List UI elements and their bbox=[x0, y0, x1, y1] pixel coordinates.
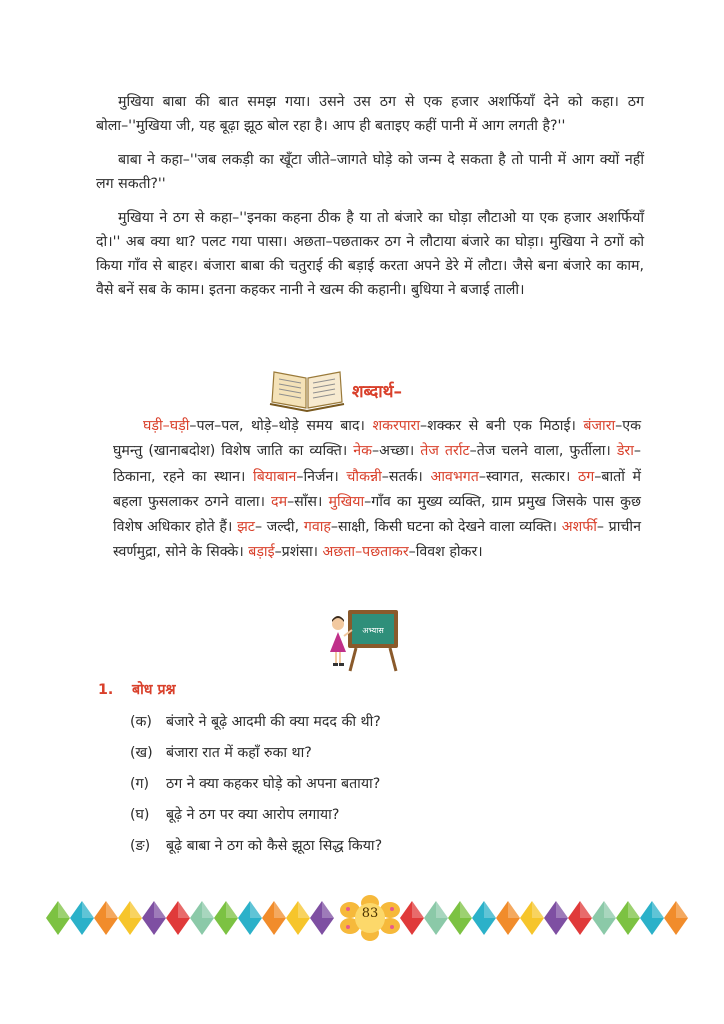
story-paragraph: बाबा ने कहा–''जब लकड़ी का खूँटा जीते–जागते घोड़े को जन्म दे सकता है तो पानी में आग क्यों नहीं लग सकती?'' bbox=[96, 152, 644, 192]
glossary-term: झट bbox=[237, 519, 255, 536]
border-diamond-highlight bbox=[460, 901, 472, 918]
open-book-icon bbox=[268, 368, 346, 412]
question-item bbox=[130, 706, 650, 737]
question-text: बूढ़े ने ठग पर क्या आरोप लगाया? bbox=[166, 807, 340, 823]
border-diamond-highlight bbox=[556, 901, 568, 918]
glossary-term: अशर्फी bbox=[561, 519, 597, 536]
glossary-term: नेक bbox=[353, 443, 373, 460]
border-diamond-highlight bbox=[412, 901, 424, 918]
story-text bbox=[96, 90, 644, 312]
glossary-definition: –प्रशंसा। bbox=[274, 544, 323, 561]
border-diamond-highlight bbox=[604, 901, 616, 918]
glossary-definition: –निर्जन। bbox=[296, 468, 347, 485]
question-label: (घ) bbox=[130, 807, 150, 823]
question-label: (ख) bbox=[130, 745, 153, 761]
practice-board-label: अभ्यास bbox=[362, 626, 384, 635]
border-diamond-highlight bbox=[628, 901, 640, 918]
practice-board-illustration bbox=[326, 608, 400, 672]
border-diamond-highlight bbox=[484, 901, 496, 918]
question-item bbox=[130, 737, 650, 768]
border-diamond-highlight bbox=[154, 901, 166, 918]
border-diamond-highlight bbox=[202, 901, 214, 918]
border-diamond-highlight bbox=[226, 901, 238, 918]
border-diamond-highlight bbox=[652, 901, 664, 918]
question-label: (ग) bbox=[130, 776, 150, 792]
question-list bbox=[130, 706, 650, 861]
glossary-definition: –तेज चलने वाला, फुर्तीला। bbox=[469, 443, 617, 460]
glossary-term: तेज तर्राट bbox=[420, 443, 470, 460]
glossary-definition: –पल–पल, थोड़े–थोड़े समय बाद। bbox=[189, 418, 373, 434]
question-text: ठग ने क्या कहकर घोड़े को अपना बताया? bbox=[166, 776, 381, 792]
story-paragraph: मुखिया ने ठग से कहा–''इनका कहना ठीक है या तो बंजारे का घोड़ा लौटाओ या एक हजार अशर्फियाँ दो।'' अब क्या था? पलट गया पासा। अछता–पछताकर ठग ने लौटाया बंजारे का घोड़ा। मुखिया ने ठगों को किया गाँव से बाहर। बंजारा बाबा की चतुराई की बड़ाई करता अपने डेरे में लौटा। जैसे बना बंजारे का काम, वैसे बनें सब के काम। इतना कहकर नानी ने खत्म की कहानी। बुधिया ने बजाई ताली। bbox=[96, 210, 644, 298]
glossary-term: चौकन्नी bbox=[346, 468, 382, 485]
border-diamond-highlight bbox=[298, 901, 310, 918]
exercise-number: 1. bbox=[98, 682, 114, 698]
border-diamond-highlight bbox=[106, 901, 118, 918]
glossary-definition: –एक घुमन्तु (खानाबदोश) विशेष जाति का व्यक्ति। bbox=[113, 418, 642, 460]
border-diamond-highlight bbox=[322, 901, 334, 918]
glossary-definition: –साक्षी, किसी घटना को देखने वाला व्यक्ति। bbox=[330, 519, 562, 536]
glossary-term: गवाह bbox=[303, 519, 331, 536]
exercise-heading bbox=[98, 680, 176, 699]
question-item bbox=[130, 768, 650, 799]
border-diamond-highlight bbox=[82, 901, 94, 918]
border-diamond-highlight bbox=[250, 901, 262, 918]
story-paragraph: मुखिया बाबा की बात समझ गया। उसने उस ठग से एक हजार अशर्फियाँ देने को कहा। ठग बोला–''मुखिया जी, यह बूढ़ा झूठ बोल रहा है। आप ही बताइए कहीं पानी में आग लगती है?'' bbox=[96, 94, 644, 134]
glossary-term: अछता–पछताकर bbox=[322, 544, 409, 561]
glossary-term: घड़ी–घड़ी bbox=[143, 418, 190, 434]
glossary-term: आवभगत bbox=[430, 468, 479, 485]
border-diamond-highlight bbox=[676, 901, 688, 918]
glossary-definition: –स्वागत, सत्कार। bbox=[478, 468, 579, 485]
glossary-body bbox=[113, 414, 641, 566]
glossary-definition: – जल्दी, bbox=[254, 519, 304, 536]
glossary-term: बड़ाई bbox=[248, 544, 275, 561]
question-label: (ङ) bbox=[130, 838, 151, 854]
question-text: बूढ़े बाबा ने ठग को कैसे झूठा सिद्ध किया? bbox=[166, 838, 383, 854]
glossary-term: शकरपारा bbox=[372, 418, 421, 434]
glossary-definition: – प्राचीन स्वर्णमुद्रा, सोने के सिक्के। bbox=[113, 519, 641, 561]
border-diamond-highlight bbox=[580, 901, 592, 918]
glossary-definition: –विवश होकर। bbox=[408, 544, 483, 561]
glossary-definition: –गाँव का मुख्य व्यक्ति, ग्राम प्रमुख जिसके पास कुछ विशेष अधिकार होते हैं। bbox=[113, 493, 641, 536]
question-item bbox=[130, 830, 650, 861]
glossary-term: ठग bbox=[578, 468, 595, 485]
glossary-title: शब्दार्थ– bbox=[352, 381, 403, 402]
border-diamond-highlight bbox=[130, 901, 142, 918]
glossary-definition: –बातों में बहला फुसलाकर ठगने वाला। bbox=[113, 468, 642, 510]
glossary-definition: –ठिकाना, रहने का स्थान। bbox=[113, 443, 641, 485]
question-text: बंजारे ने बूढ़े आदमी की क्या मदद की थी? bbox=[166, 714, 381, 730]
glossary-term: मुखिया bbox=[328, 493, 365, 510]
glossary-definition: –शक्कर से बनी एक मिठाई। bbox=[420, 418, 584, 434]
glossary-term: डेरा bbox=[616, 443, 634, 460]
border-diamond-highlight bbox=[532, 901, 544, 918]
glossary-definition: –अच्छा। bbox=[372, 443, 421, 460]
border-diamond-highlight bbox=[274, 901, 286, 918]
glossary-definition: –सतर्क। bbox=[381, 468, 431, 485]
glossary-term: दम bbox=[271, 493, 288, 510]
border-diamond-highlight bbox=[508, 901, 520, 918]
border-diamond-highlight bbox=[436, 901, 448, 918]
question-text: बंजारा रात में कहाँ रुका था? bbox=[166, 745, 312, 761]
exercise-title: बोध प्रश्न bbox=[132, 682, 176, 698]
glossary-heading bbox=[268, 366, 402, 414]
border-diamond-highlight bbox=[178, 901, 190, 918]
glossary-term: बियाबान bbox=[253, 468, 297, 485]
question-label: (क) bbox=[130, 714, 152, 730]
border-diamond-highlight bbox=[58, 901, 70, 918]
glossary-term: बंजारा bbox=[583, 418, 616, 434]
question-item bbox=[130, 799, 650, 830]
glossary-definition: –साँस। bbox=[287, 493, 329, 510]
page-number: 83 bbox=[361, 906, 379, 921]
